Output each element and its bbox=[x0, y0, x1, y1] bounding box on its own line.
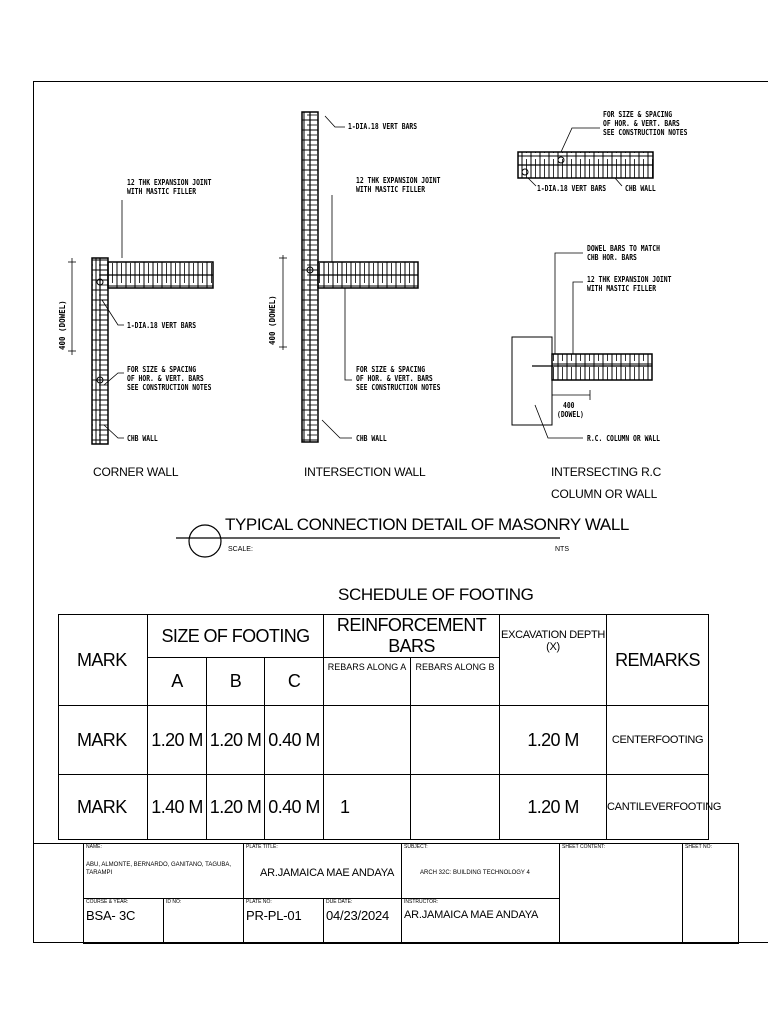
plate-title-caption: PLATE TITLE: bbox=[246, 844, 278, 850]
table-row bbox=[59, 706, 709, 775]
rc-label-line2: COLUMN OR WALL bbox=[551, 487, 658, 501]
subject-value: ARCH 32C: BUILDING TECHNOLOGY 4 bbox=[420, 870, 530, 876]
intersection-dim-text: 400 (DOWEL) bbox=[268, 295, 277, 345]
corner-wall-label: CORNER WALL bbox=[93, 465, 179, 479]
rc-dim-value: 400 bbox=[563, 401, 575, 410]
corner-joint-note: 12 THK EXPANSION JOINT WITH MASTIC FILLER bbox=[127, 178, 212, 196]
row1-b: 1.20 M bbox=[207, 706, 265, 775]
sheet-content-cell bbox=[560, 844, 683, 944]
instructor-cell bbox=[402, 899, 560, 944]
header-rebars-b: REBARS ALONG B bbox=[411, 658, 500, 706]
header-a: A bbox=[148, 658, 207, 706]
name-value: ABU, ALMONTE, BERNARDO, GANITANO, TAGUBA, TARAMPI bbox=[86, 862, 232, 876]
rc-label-line1: INTERSECTING R.C bbox=[551, 465, 662, 479]
corner-spacing-note: FOR SIZE & SPACING OF HOR. & VERT. BARS SEE CONSTRUCTION NOTES bbox=[127, 365, 212, 392]
subject-cell bbox=[402, 844, 560, 899]
header-c: C bbox=[265, 658, 324, 706]
course-caption: COURSE & YEAR: bbox=[86, 899, 129, 905]
instructor-caption: INSTRUCTOR: bbox=[404, 899, 439, 905]
rc-chb-note: CHB WALL bbox=[625, 184, 656, 193]
row2-mark: MARK bbox=[59, 775, 148, 840]
row1-a: 1.20 M bbox=[148, 706, 207, 775]
corner-dim-text: 400 (DOWEL) bbox=[58, 300, 67, 350]
detail-title: TYPICAL CONNECTION DETAIL OF MASONRY WALL bbox=[225, 515, 629, 534]
title-block-rule bbox=[33, 843, 83, 844]
intersection-joint-note: 12 THK EXPANSION JOINT WITH MASTIC FILLER bbox=[356, 176, 441, 194]
plate-no-cell bbox=[244, 899, 324, 944]
scale-label: SCALE: bbox=[228, 546, 253, 553]
course-value: BSA- 3C bbox=[86, 908, 136, 923]
sheet-content-caption: SHEET CONTENT: bbox=[562, 844, 605, 850]
plate-no-caption: PLATE NO: bbox=[246, 899, 272, 905]
intersection-wall-label: INTERSECTION WALL bbox=[304, 465, 426, 479]
plate-title-cell bbox=[244, 844, 402, 899]
title-block bbox=[83, 843, 739, 944]
row1-rebars-a bbox=[324, 706, 411, 775]
rc-spacing-note: FOR SIZE & SPACING OF HOR. & VERT. BARS SEE CONSTRUCTION NOTES bbox=[603, 110, 688, 137]
scale-value: NTS bbox=[555, 546, 569, 553]
row1-remarks: CENTERFOOTING bbox=[607, 706, 709, 775]
due-date-caption: DUE DATE: bbox=[326, 899, 353, 905]
instructor-value: AR.JAMAICA MAE ANDAYA bbox=[404, 909, 539, 921]
course-cell bbox=[84, 899, 164, 944]
sheet-no-cell bbox=[683, 844, 739, 944]
schedule-title: SCHEDULE OF FOOTING bbox=[338, 585, 534, 604]
header-remarks: REMARKS bbox=[607, 615, 709, 706]
plate-title-value: AR.JAMAICA MAE ANDAYA bbox=[260, 867, 395, 879]
row2-b: 1.20 M bbox=[207, 775, 265, 840]
footing-schedule-table bbox=[58, 614, 722, 840]
sheet-no-caption: SHEET NO: bbox=[685, 844, 712, 850]
subject-caption: SUBJECT: bbox=[404, 844, 428, 850]
intersection-wall-detail bbox=[279, 112, 418, 442]
row2-remarks: CANTILEVERFOOTING bbox=[607, 775, 709, 840]
header-mark: MARK bbox=[59, 615, 148, 706]
header-reinforcement: REINFORCEMENT BARS bbox=[324, 615, 500, 658]
intersection-chb-note: CHB WALL bbox=[356, 434, 387, 443]
rc-joint-note: 12 THK EXPANSION JOINT WITH MASTIC FILLER bbox=[587, 275, 672, 293]
id-cell bbox=[164, 899, 244, 944]
table-row bbox=[59, 775, 709, 840]
rc-bars-note: 1-DIA.18 VERT BARS bbox=[537, 184, 607, 193]
row1-mark: MARK bbox=[59, 706, 148, 775]
row1-rebars-b bbox=[411, 706, 500, 775]
row1-c: 0.40 M bbox=[265, 706, 324, 775]
rc-dowel-note: DOWEL BARS TO MATCH CHB HOR. BARS bbox=[587, 244, 660, 262]
row2-rebars-b bbox=[411, 775, 500, 840]
rc-column-note: R.C. COLUMN OR WALL bbox=[587, 434, 660, 443]
intersection-spacing-note: FOR SIZE & SPACING OF HOR. & VERT. BARS SEE CONSTRUCTION NOTES bbox=[356, 365, 441, 392]
row2-a: 1.40 M bbox=[148, 775, 207, 840]
corner-bars-note: 1-DIA.18 VERT BARS bbox=[127, 321, 197, 330]
header-b: B bbox=[207, 658, 265, 706]
due-date-cell bbox=[324, 899, 402, 944]
due-date-value: 04/23/2024 bbox=[326, 908, 390, 923]
corner-chb-note: CHB WALL bbox=[127, 434, 158, 443]
id-caption: ID NO: bbox=[166, 899, 182, 905]
row2-rebars-a: 1 bbox=[324, 775, 411, 840]
plate-no-value: PR-PL-01 bbox=[246, 908, 302, 923]
intersection-bars-note: 1-DIA.18 VERT BARS bbox=[348, 122, 418, 131]
row2-c: 0.40 M bbox=[265, 775, 324, 840]
name-caption: NAME: bbox=[86, 844, 102, 850]
name-cell bbox=[84, 844, 244, 899]
header-excavation: EXCAVATION DEPTH (X) bbox=[500, 615, 607, 706]
header-size-of-footing: SIZE OF FOOTING bbox=[148, 615, 324, 658]
header-rebars-a: REBARS ALONG A bbox=[324, 658, 411, 706]
rc-dim-label: (DOWEL) bbox=[557, 410, 584, 419]
row2-excavation: 1.20 M bbox=[500, 775, 607, 840]
row1-excavation: 1.20 M bbox=[500, 706, 607, 775]
